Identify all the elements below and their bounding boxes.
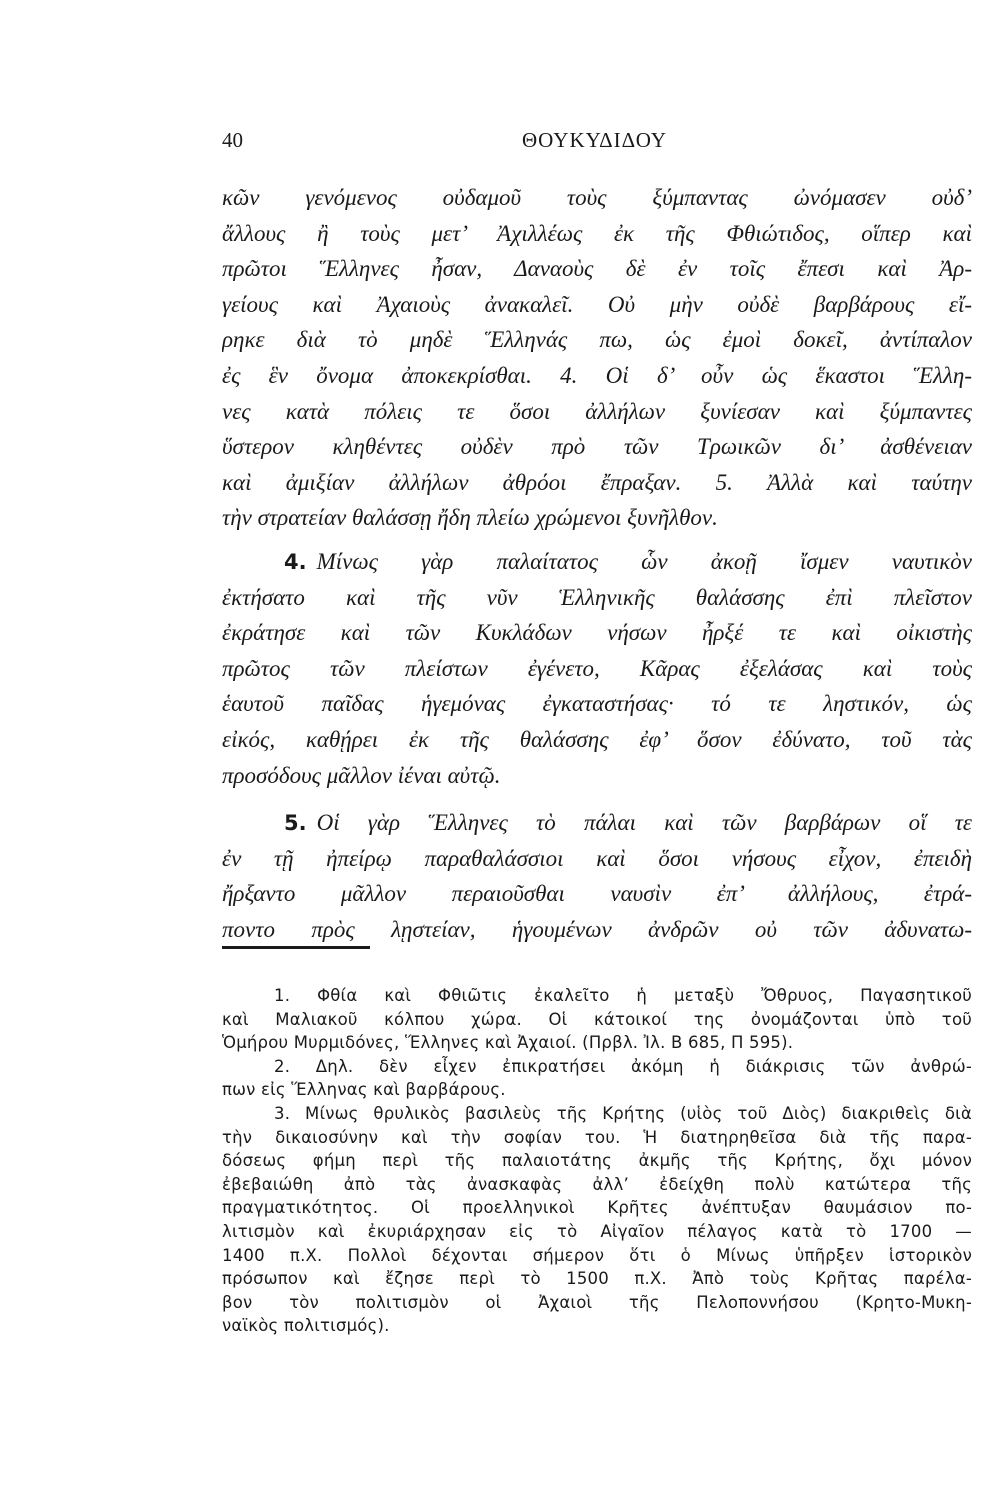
text-line: ἄλλους ἢ τοὺς μετ’ Ἀχιλλέως ἐκ τῆς Φθιώτιδος, οἵπερ καὶ [222,220,972,246]
page-header [222,128,972,160]
text-line: ρηκε διὰ τὸ μηδὲ Ἕλληνάς πω, ὡς ἐμοὶ δοκεῖ, ἀντίπαλον [222,327,972,353]
footnote-line: 1400 π.Χ. Πολλοὶ δέχονται σήμερον ὅτι ὁ Μίνως ὑπῆρξεν ἱστορικὸν [222,1245,972,1265]
text-line: Οἱ γὰρ Ἕλληνες τὸ πάλαι καὶ τῶν βαρβάρων οἵ τε [316,810,972,836]
text-line: ἤρξαντο μᾶλλον περαιοῦσθαι ναυσὶν ἐπ’ ἀλλήλους, ἐτρά- [222,881,972,907]
page-number: 40 [222,128,243,152]
text-line: ἑαυτοῦ παῖδας ἡγεμόνας ἐγκαταστήσας· τό τε ληστικόν, ὡς [222,691,972,717]
footnote-line: καὶ Μαλιακοῦ κόλπου χώρα. Οἱ κάτοικοί της ὀνομάζονται ὑπὸ τοῦ [222,1009,972,1029]
section-5-first-line [222,805,972,841]
text-line: καὶ ἀμιξίαν ἀλλήλων ἀθρόοι ἔπραξαν. 5. Ἀλλὰ καὶ ταύτην [222,469,972,495]
text-line: τὴν στρατείαν θαλάσσῃ ἤδη πλείω χρώμενοι ξυνῆλθον. [222,505,718,531]
text-line: ἐς ἓν ὄνομα ἀποκεκρίσθαι. 4. Οἱ δ’ οὖν ὡς ἕκαστοι Ἕλλη- [222,362,972,388]
footnote-divider [222,946,370,949]
text-line: ὕστερον κληθέντες οὐδὲν πρὸ τῶν Τρωικῶν δι’ ἀσθένειαν [222,434,972,460]
footnote-line: πραγματικότητος. Οἱ προελληνικοὶ Κρῆτες ἀνέπτυξαν θαυμάσιον πο- [222,1198,972,1218]
text-line: Μίνως γὰρ παλαίτατος ὧν ἀκοῇ ἴσμεν ναυτικὸν [316,548,972,574]
text-line: γείους καὶ Ἀχαιοὺς ἀνακαλεῖ. Οὐ μὴν οὐδὲ βαρβάρους εἴ- [222,291,972,317]
text-line: κῶν γενόμενος οὐδαμοῦ τοὺς ξύμπαντας ὠνόμασεν οὐδ’ [222,185,972,210]
text-line: εἰκός, καθῄρει ἐκ τῆς θαλάσσης ἐφ’ ὅσον ἐδύνατο, τοῦ τὰς [222,726,972,752]
footnote-line: Ὁμήρου Μυρμιδόνες, Ἕλληνες καὶ Ἀχαιοί. (Πρβλ. Ἰλ. Β 685, Π 595). [222,1033,794,1053]
footnote-line: ναϊκὸς πολιτισμός). [222,1316,390,1336]
footnote-line: 2. Δηλ. δὲν εἶχεν ἐπικρατήσει ἀκόμη ἡ διάκρισις τῶν ἀνθρώ- [274,1056,972,1076]
text-line: πρῶτοι Ἕλληνες ἦσαν, Δαναοὺς δὲ ἐν τοῖς ἔπεσι καὶ Ἀρ- [222,256,972,282]
text-line: νες κατὰ πόλεις τε ὅσοι ἀλλήλων ξυνίεσαν καὶ ξύμπαντες [222,398,972,424]
footnote-line: τὴν δικαιοσύνην καὶ τὴν σοφίαν του. Ἡ διατηρηθεῖσα διὰ τῆς παρα- [222,1127,972,1147]
footnote-line: βον τὸν πολιτισμὸν οἱ Ἀχαιοὶ τῆς Πελοποννήσου (Κρητο-Μυκη- [222,1292,972,1312]
section-4-first-line [222,544,972,580]
text-line: πρῶτος τῶν πλείστων ἐγένετο, Κᾶρας ἐξελάσας καὶ τοὺς [222,655,972,681]
footnote-line: λιτισμὸν καὶ ἐκυριάρχησαν εἰς τὸ Αἰγαῖον πέλαγος κατὰ τὸ 1700 — [222,1221,972,1241]
text-line: ποντο πρὸς λῃστείαν, ἡγουμένων ἀνδρῶν οὐ τῶν ἀδυνατω- [222,916,972,942]
footnotes [222,984,972,1338]
section-number-4: 4. [284,549,307,574]
text-line: ἐκράτησε καὶ τῶν Κυκλάδων νήσων ἦρξέ τε καὶ οἰκιστὴς [222,620,972,646]
footnote-line: πων εἰς Ἕλληνας καὶ βαρβάρους. [222,1080,506,1100]
text-line: ἐκτήσατο καὶ τῆς νῦν Ἑλληνικῆς θαλάσσης ἐπὶ πλεῖστον [222,584,972,610]
running-title: ΘΟΥΚΥΔΙΔΟΥ [522,128,668,152]
text-line: προσόδους μᾶλλον ἰέναι αὐτῷ. [222,762,501,788]
footnote-line: δόσεως φήμη περὶ τῆς παλαιοτάτης ἀκμῆς τῆς Κρήτης, ὄχι μόνον [222,1151,972,1171]
footnote-line: ἐβεβαιώθη ἀπὸ τὰς ἀνασκαφὰς ἀλλ’ ἐδείχθη πολὺ κατώτερα τῆς [222,1174,972,1194]
footnote-line: πρόσωπον καὶ ἔζησε περὶ τὸ 1500 π.Χ. Ἀπὸ τοὺς Κρῆτας παρέλα- [222,1269,972,1289]
section-number-5: 5. [284,811,307,836]
text-line: ἐν τῇ ἠπείρῳ παραθαλάσσιοι καὶ ὅσοι νήσους εἶχον, ἐπειδὴ [222,845,972,871]
footnote-line: 1. Φθία καὶ Φθιῶτις ἐκαλεῖτο ἡ μεταξὺ Ὄθρυος, Παγασητικοῦ [274,986,972,1005]
footnote-line: 3. Μίνως θρυλικὸς βασιλεὺς τῆς Κρήτης (υἱὸς τοῦ Διὸς) διακριθεὶς διὰ [274,1103,972,1123]
main-text [222,180,972,947]
